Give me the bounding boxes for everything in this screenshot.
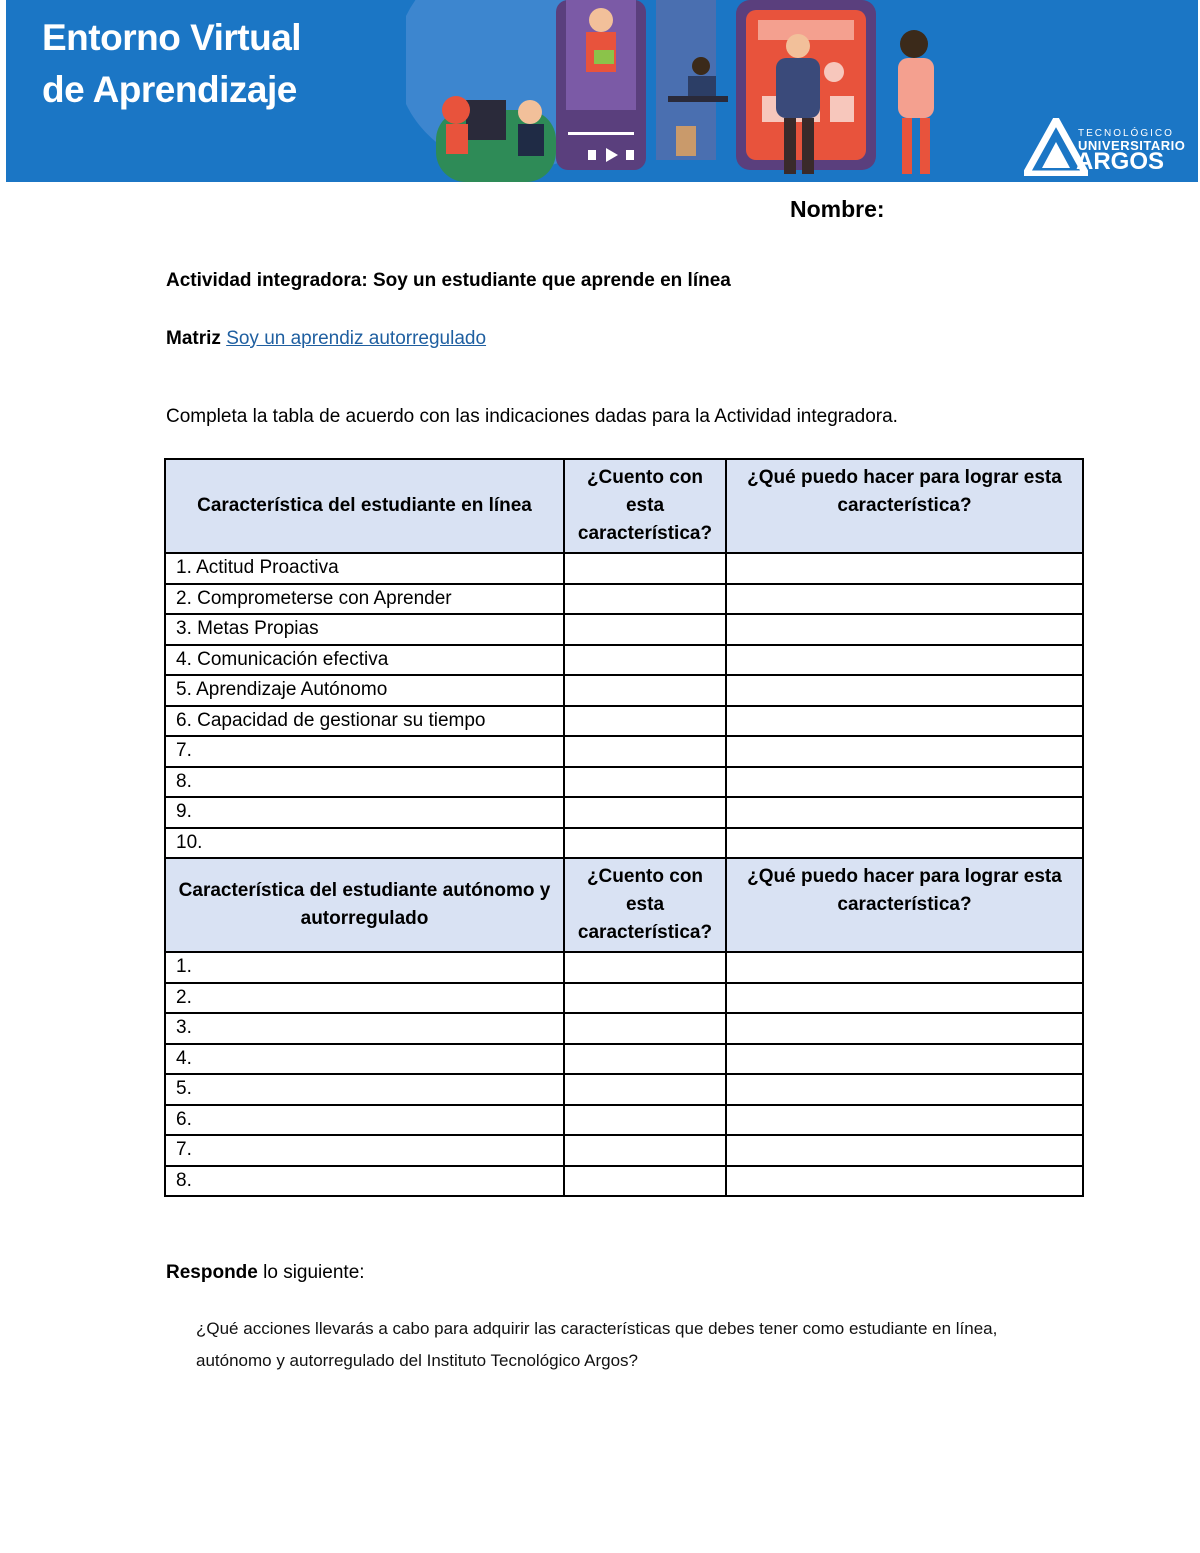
have-cell[interactable] (564, 1044, 726, 1075)
action-cell[interactable] (726, 614, 1083, 645)
instruction-text: Completa la tabla de acuerdo con las indicaciones dadas para la Actividad integradora. (166, 406, 898, 427)
have-cell[interactable] (564, 952, 726, 983)
banner-title: Entorno Virtual de Aprendizaje (42, 17, 302, 110)
table-row: 8. (165, 1166, 1083, 1197)
table-row: 5. Aprendizaje Autónomo (165, 675, 1083, 706)
table-row: 4. (165, 1044, 1083, 1075)
table-row: 1. Actitud Proactiva (165, 553, 1083, 584)
have-cell[interactable] (564, 675, 726, 706)
have-cell[interactable] (564, 797, 726, 828)
table-row: 2. Comprometerse con Aprender (165, 584, 1083, 615)
action-cell[interactable] (726, 828, 1083, 859)
action-cell[interactable] (726, 706, 1083, 737)
have-cell[interactable] (564, 706, 726, 737)
have-cell[interactable] (564, 1105, 726, 1136)
table-row: 1. (165, 952, 1083, 983)
header-action-2: ¿Qué puedo hacer para lograr esta característica? (726, 858, 1083, 952)
have-cell[interactable] (564, 553, 726, 584)
have-cell[interactable] (564, 983, 726, 1014)
table-row: 10. (165, 828, 1083, 859)
have-cell[interactable] (564, 767, 726, 798)
header-characteristic: Característica del estudiante en línea (165, 459, 564, 553)
action-cell[interactable] (726, 584, 1083, 615)
logo-text-universitario: UNIVERSITARIO (1078, 138, 1186, 153)
banner-illustration (406, 0, 966, 182)
have-cell[interactable] (564, 828, 726, 859)
table-row: 3. (165, 1013, 1083, 1044)
have-cell[interactable] (564, 1074, 726, 1105)
action-cell[interactable] (726, 1013, 1083, 1044)
have-cell[interactable] (564, 1135, 726, 1166)
table-header-row-2 (165, 858, 1083, 952)
have-cell[interactable] (564, 1166, 726, 1197)
action-cell[interactable] (726, 1135, 1083, 1166)
table-row: 7. (165, 1135, 1083, 1166)
table-row: 6. (165, 1105, 1083, 1136)
argos-logo (1024, 118, 1196, 176)
action-cell[interactable] (726, 1044, 1083, 1075)
table-row: 8. (165, 767, 1083, 798)
matrix-link[interactable]: Soy un aprendiz autorregulado (226, 328, 487, 349)
action-cell[interactable] (726, 767, 1083, 798)
table-row: 9. (165, 797, 1083, 828)
have-cell[interactable] (564, 584, 726, 615)
header-characteristic-2: Característica del estudiante autónomo y autorregulado (165, 858, 564, 952)
question-text: ¿Qué acciones llevarás a cabo para adquirir las características que debes tener como estudiante en línea, autónomo y autorregulado del Instituto Tecnológico Argos? (196, 1319, 998, 1370)
characteristics-table (164, 458, 1084, 1197)
have-cell[interactable] (564, 614, 726, 645)
table-row: 6. Capacidad de gestionar su tiempo (165, 706, 1083, 737)
action-cell[interactable] (726, 1074, 1083, 1105)
header-have-2: ¿Cuento con esta característica? (564, 858, 726, 952)
action-cell[interactable] (726, 553, 1083, 584)
table-row: 2. (165, 983, 1083, 1014)
action-cell[interactable] (726, 736, 1083, 767)
header-banner (6, 0, 1198, 182)
have-cell[interactable] (564, 645, 726, 676)
table-header-row (165, 459, 1083, 553)
have-cell[interactable] (564, 736, 726, 767)
action-cell[interactable] (726, 797, 1083, 828)
matrix-line: Matriz Soy un aprendiz autorregulado (166, 328, 487, 349)
action-cell[interactable] (726, 1166, 1083, 1197)
name-label: Nombre: (790, 196, 885, 222)
table-row: 3. Metas Propias (165, 614, 1083, 645)
action-cell[interactable] (726, 645, 1083, 676)
logo-text-argos: ARGOS (1076, 148, 1165, 175)
table-row: 5. (165, 1074, 1083, 1105)
table-row: 7. (165, 736, 1083, 767)
action-cell[interactable] (726, 983, 1083, 1014)
activity-title: Soy un estudiante que aprende en línea (372, 270, 731, 291)
activity-line: Actividad integradora: Soy un estudiante que aprende en línea (166, 270, 731, 291)
have-cell[interactable] (564, 1013, 726, 1044)
header-action: ¿Qué puedo hacer para lograr esta característica? (726, 459, 1083, 553)
table-row: 4. Comunicación efectiva (165, 645, 1083, 676)
logo-text-tecnologico: TECNOLÓGICO (1078, 128, 1174, 139)
action-cell[interactable] (726, 952, 1083, 983)
action-cell[interactable] (726, 1105, 1083, 1136)
action-cell[interactable] (726, 675, 1083, 706)
header-have: ¿Cuento con esta característica? (564, 459, 726, 553)
responde-heading: Responde lo siguiente: (166, 1262, 365, 1283)
